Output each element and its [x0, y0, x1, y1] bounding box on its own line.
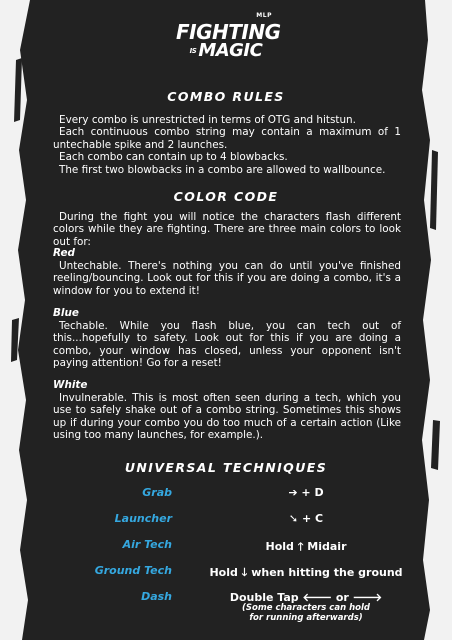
logo-line1: FIGHTING — [176, 20, 281, 44]
technique-row-launcher — [60, 512, 420, 528]
combo-rule: Each continuous combo string may contain a maximum of 1 untechable spike and 2 launches. — [53, 126, 401, 151]
logo-line2 — [176, 42, 276, 60]
technique-row-grab — [60, 486, 420, 502]
technique-name: Air Tech — [122, 538, 172, 551]
combo-rules-heading: COMBO RULES — [167, 89, 285, 104]
logo-is: IS — [189, 46, 197, 55]
technique-note-line: for running afterwards) — [249, 612, 363, 623]
color-code-heading: COLOR CODE — [173, 189, 279, 204]
technique-input: Hold 🡓 when hitting the ground — [209, 566, 403, 579]
white-label: White — [53, 379, 88, 391]
technique-name: Ground Tech — [94, 564, 172, 577]
combo-rule: Every combo is unrestricted in terms of OTG and hitstun. — [59, 114, 356, 126]
technique-input: ➔ + D — [288, 486, 324, 499]
technique-input: Hold 🡑 Midair — [265, 540, 347, 553]
technique-name: Dash — [141, 590, 172, 603]
technique-name: Grab — [142, 486, 172, 499]
combo-rules-list — [53, 114, 401, 176]
combo-rule: The first two blowbacks in a combo are allowed to wallbounce. — [59, 163, 386, 176]
universal-techniques-heading: UNIVERSAL TECHNIQUES — [124, 460, 328, 475]
blue-label: Blue — [53, 307, 79, 319]
logo-mlp: MLP — [256, 12, 272, 19]
technique-input: Double Tap 🡐 or 🡒 — [229, 591, 383, 604]
blue-description: Techable. While you flash blue, you can tech out of this...hopefully to safety. Look out for this if you are doing a combo, your window has closed, unless your opponent isn't paying attention! Go for a reset! — [53, 320, 401, 370]
red-description: Untechable. There's nothing you can do until you've finished reeling/bouncing. Look out for this if you are doing a combo, it's a window for you to extend it! — [53, 260, 401, 297]
technique-row-ground-tech — [60, 564, 420, 580]
combo-rule: Each combo can contain up to 4 blowbacks. — [59, 151, 288, 164]
technique-row-dash — [60, 590, 420, 630]
technique-name: Launcher — [114, 512, 172, 525]
technique-row-air-tech — [60, 538, 420, 554]
red-label: Red — [53, 247, 75, 259]
fighting-is-magic-logo — [176, 12, 281, 72]
color-code-intro: During the fight you will notice the characters flash different colors while they are fighting. There are three main colors to look out for: — [53, 211, 401, 248]
logo-magic: MAGIC — [198, 40, 263, 61]
technique-input: ➘ + C — [288, 512, 324, 525]
technique-note — [206, 604, 406, 623]
technique-note-line: (Some characters can hold — [242, 603, 370, 613]
white-description: Invulnerable. This is most often seen during a tech, which you use to safely shake out of a combo string. Sometimes this shows up if during your combo you do too much of a certain action (Like using too many launches, for example.). — [53, 392, 401, 442]
